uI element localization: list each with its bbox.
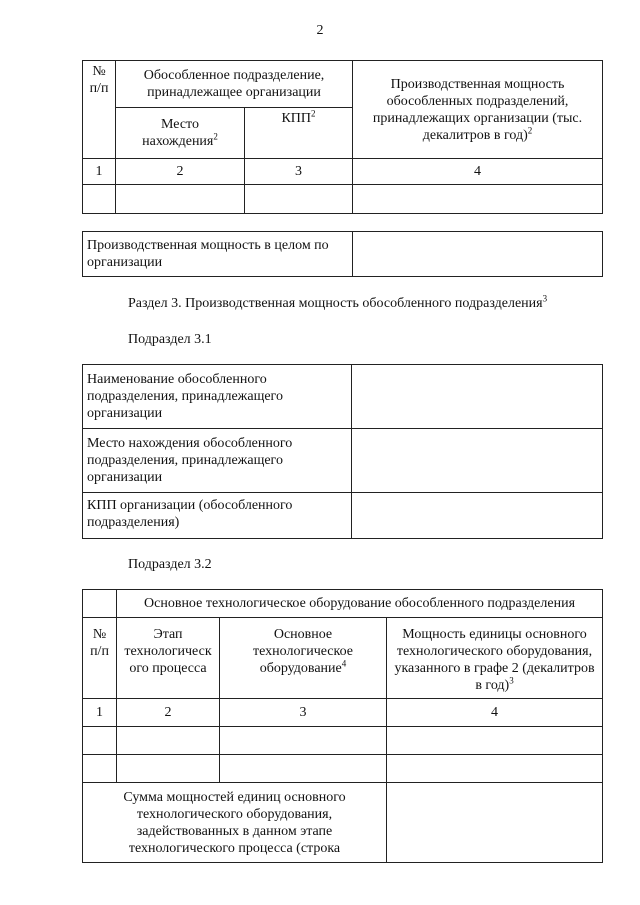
col-location-text: Место нахождения — [142, 117, 214, 149]
empty-corner-cell — [83, 590, 117, 618]
empty-cell[interactable] — [220, 755, 387, 783]
subsection-3-1-title: Подраздел 3.1 — [128, 332, 212, 347]
col-index: 2 — [116, 159, 245, 185]
footnote-ref: 2 — [527, 124, 533, 135]
col-index: 4 — [387, 699, 603, 727]
col-equipment-text: Основное технологическое оборудование — [253, 627, 353, 676]
table-row — [83, 185, 603, 214]
footnote-ref: 3 — [509, 675, 514, 686]
col-index: 3 — [220, 699, 387, 727]
empty-cell[interactable] — [220, 727, 387, 755]
page-number: 2 — [316, 23, 324, 38]
col-number-index: 1 — [83, 159, 116, 185]
empty-cell[interactable] — [387, 727, 603, 755]
footnote-ref: 4 — [341, 658, 347, 669]
empty-cell[interactable] — [117, 755, 220, 783]
footnote-ref: 2 — [311, 108, 316, 119]
col-capacity-header — [353, 61, 603, 159]
col-index: 3 — [245, 159, 353, 185]
subdivision-kpp-label: КПП организации (обособленного подразделения) — [83, 493, 352, 539]
empty-cell[interactable] — [117, 727, 220, 755]
footnote-ref: 3 — [542, 293, 548, 304]
total-capacity-value[interactable] — [353, 232, 603, 277]
col-subdivision-header: Обособленное подразделение, принадлежащее организации — [116, 61, 353, 108]
subdivision-kpp-value[interactable] — [352, 493, 603, 539]
total-capacity-table — [82, 231, 603, 277]
col-number-header: № п/п — [83, 618, 117, 699]
subdivision-name-label: Наименование обособленного подразделения, принадлежащего организации — [83, 365, 352, 429]
empty-cell[interactable] — [245, 185, 353, 214]
col-unit-capacity-text: Мощность единицы основного технологического оборудования, указанного в графе 2 (декалитров в год) — [394, 627, 595, 693]
col-kpp-text: КПП — [281, 111, 312, 126]
col-capacity-text: Производственная мощность обособленных подразделений, принадлежащих организации (тыс. декалитров в год) — [372, 76, 583, 143]
table-row — [83, 727, 603, 755]
equipment-table — [82, 589, 603, 863]
total-capacity-label: Производственная мощность в целом по организации — [83, 232, 353, 277]
col-unit-capacity-header — [387, 618, 603, 699]
col-index: 4 — [353, 159, 603, 185]
sum-value[interactable] — [387, 783, 603, 863]
col-location-header — [116, 108, 245, 159]
col-equipment-header — [220, 618, 387, 699]
empty-cell[interactable] — [83, 755, 117, 783]
equipment-header: Основное технологическое оборудование обособленного подразделения — [117, 590, 603, 618]
col-index: 2 — [117, 699, 220, 727]
subsection-3-2-title: Подраздел 3.2 — [128, 557, 212, 572]
empty-cell[interactable] — [353, 185, 603, 214]
col-kpp-header — [245, 108, 353, 159]
col-number-index: 1 — [83, 699, 117, 727]
subdivisions-table — [82, 60, 603, 214]
empty-cell[interactable] — [83, 727, 117, 755]
col-stage-header: Этап технологическ ого процесса — [117, 618, 220, 699]
subdivision-location-label: Место нахождения обособленного подразделения, принадлежащего организации — [83, 429, 352, 493]
col-number-header: № п/п — [83, 61, 116, 159]
section-3-title-text: Раздел 3. Производственная мощность обособленного подразделения — [128, 296, 543, 311]
section-3-title — [128, 295, 547, 312]
table-row — [83, 755, 603, 783]
footnote-ref: 2 — [213, 131, 218, 142]
subdivision-name-value[interactable] — [352, 365, 603, 429]
empty-cell[interactable] — [83, 185, 116, 214]
sum-label: Сумма мощностей единиц основного технологического оборудования, задействованных в данном этапе технологического процесса (строка — [83, 783, 387, 863]
subdivision-info-table — [82, 364, 603, 539]
subdivision-location-value[interactable] — [352, 429, 603, 493]
empty-cell[interactable] — [116, 185, 245, 214]
empty-cell[interactable] — [387, 755, 603, 783]
